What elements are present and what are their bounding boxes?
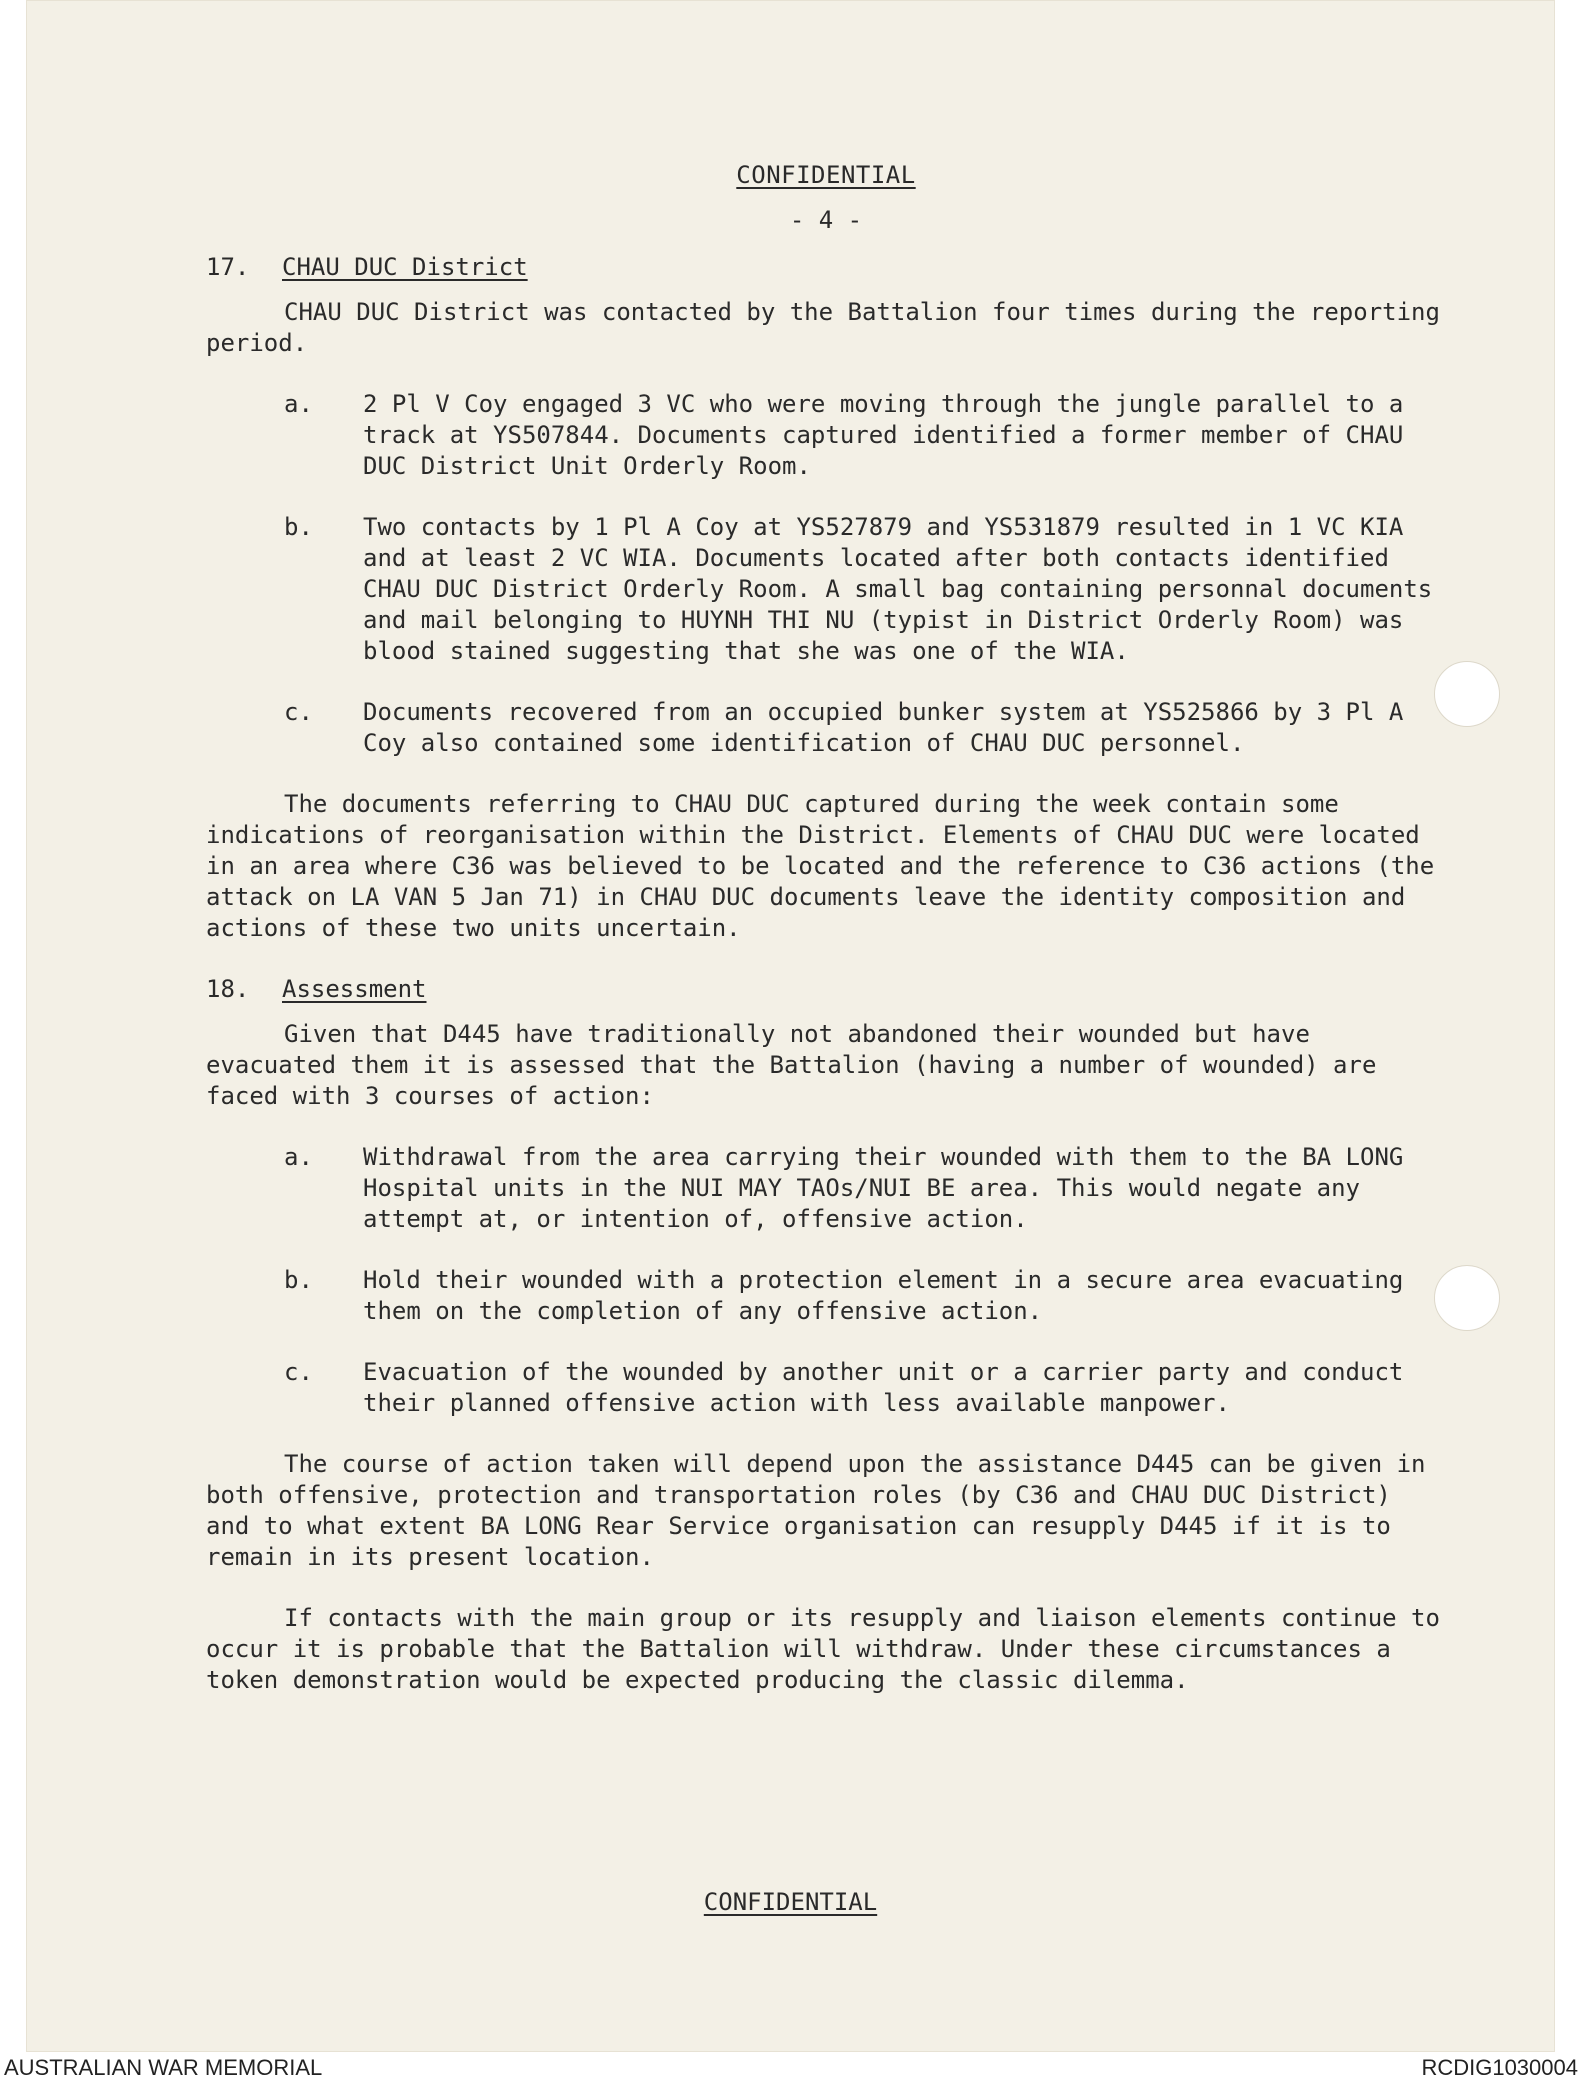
section-18-item-a bbox=[206, 1142, 1446, 1235]
item-label: c. bbox=[284, 698, 313, 726]
archive-name: AUSTRALIAN WAR MEMORIAL bbox=[4, 2055, 323, 2080]
header-classification: CONFIDENTIAL bbox=[736, 161, 916, 189]
section-18-closing: The course of action taken will depend upon the assistance D445 can be given in both offensive, protection and transportation roles (by C36 and CHAU DUC District) and to what extent BA LONG Rear Service organisation can resupply D445 if it is to remain in its present location. bbox=[206, 1450, 1426, 1571]
page-number: - 4 - bbox=[789, 206, 863, 234]
section-18-item-c bbox=[206, 1357, 1446, 1419]
item-label: c. bbox=[284, 1358, 313, 1386]
section-17-heading bbox=[206, 252, 1446, 283]
item-label: b. bbox=[284, 513, 313, 541]
footer-classification: CONFIDENTIAL bbox=[703, 1888, 878, 1916]
section-18-item-b bbox=[206, 1265, 1446, 1327]
section-number: 18. bbox=[206, 975, 250, 1003]
section-18-closing-2: If contacts with the main group or its resupply and liaison elements continue to occur it is probable that the Battalion will withdraw. Under these circumstances a token demonstration would be expected producing the classic dilemma. bbox=[206, 1604, 1440, 1694]
section-title: CHAU DUC District bbox=[282, 253, 528, 281]
item-label: a. bbox=[284, 390, 313, 418]
section-17-closing: The documents referring to CHAU DUC captured during the week contain some indications of reorganisation within the District. Elements of CHAU DUC were located in an area where C36 was believed to be located and the reference to C36 actions (the attack on LA VAN 5 Jan 71) in CHAU DUC documents leave the identity composition and actions of these two units uncertain. bbox=[206, 790, 1435, 942]
archive-caption-bar bbox=[0, 2052, 1582, 2082]
section-18-heading bbox=[206, 974, 1446, 1005]
item-text: Documents recovered from an occupied bunker system at YS525866 by 3 Pl A Coy also contained some identification of CHAU DUC personnel. bbox=[363, 698, 1404, 757]
item-text: Withdrawal from the area carrying their wounded with them to the BA LONG Hospital units in the NUI MAY TAOs/NUI BE area. This would negate any attempt at, or intention of, offensive action. bbox=[363, 1143, 1404, 1233]
section-17-item-b bbox=[206, 512, 1446, 667]
section-number: 17. bbox=[206, 253, 250, 281]
section-title: Assessment bbox=[282, 975, 427, 1003]
item-text: Two contacts by 1 Pl A Coy at YS527879 and YS531879 resulted in 1 VC KIA and at least 2 VC WIA. Documents located after both contacts identified CHAU DUC District Orderly Room. A small bag containing personnal documents and mail belonging to HUYNH THI NU (typist in District Orderly Room) was blood stained suggesting that she was one of the WIA. bbox=[363, 513, 1433, 665]
section-17-item-c bbox=[206, 697, 1446, 759]
section-17-item-a bbox=[206, 389, 1446, 482]
item-label: a. bbox=[284, 1143, 313, 1171]
item-text: 2 Pl V Coy engaged 3 VC who were moving through the jungle parallel to a track at YS507844. Documents captured identified a former member of CHAU DUC District Unit Orderly Room. bbox=[363, 390, 1404, 480]
item-text: Hold their wounded with a protection element in a secure area evacuating them on the completion of any offensive action. bbox=[363, 1266, 1404, 1325]
item-label: b. bbox=[284, 1266, 313, 1294]
scanned-page bbox=[26, 0, 1555, 2052]
archive-record-id: RCDIG1030004 bbox=[1421, 2055, 1578, 2080]
section-18-intro: Given that D445 have traditionally not abandoned their wounded but have evacuated them it is assessed that the Battalion (having a number of wounded) are faced with 3 courses of action: bbox=[206, 1020, 1377, 1110]
section-17-intro: CHAU DUC District was contacted by the Battalion four times during the reporting period. bbox=[206, 298, 1440, 357]
document-body bbox=[206, 160, 1446, 1726]
item-text: Evacuation of the wounded by another unit or a carrier party and conduct their planned offensive action with less available manpower. bbox=[363, 1358, 1404, 1417]
